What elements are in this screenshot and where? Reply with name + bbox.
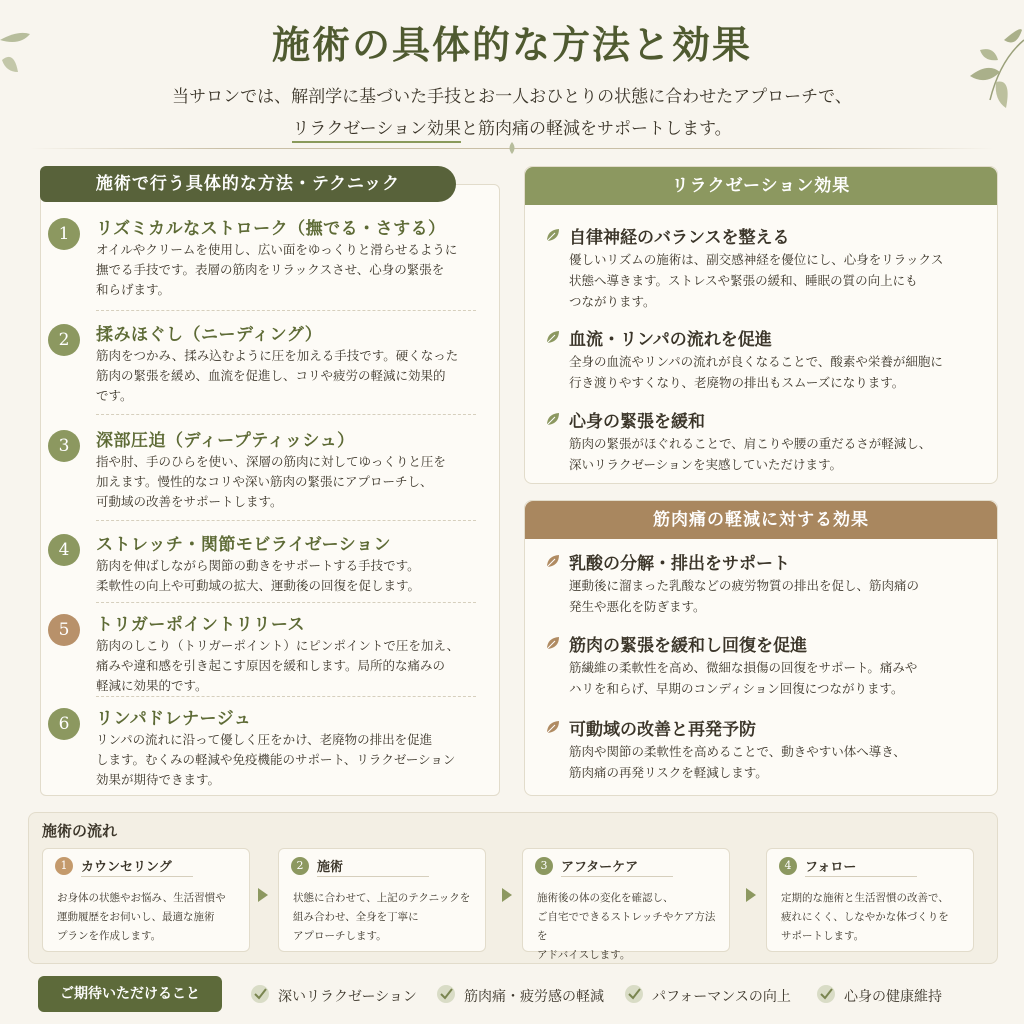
intro-highlight: リラクゼーション効果 [292,119,461,143]
technique-number: 4 [48,534,80,566]
flow-step-title: フォロー [805,860,857,875]
flow-step-title: カウンセリング [81,860,172,875]
technique-desc: 筋肉のしこり（トリガーポイント）にピンポイントで圧を加え、 痛みや違和感を引き起こす原因を緩和します。局所的な痛みの 軽減に効果的です。 [96,638,460,693]
muscle-pain-title: 筋肉の緊張を緩和し回復を促進 [569,636,807,656]
leaf-icon [545,411,561,427]
technique-title: 揉みほぐし（ニーディング） [96,325,323,345]
leaf-icon [545,227,561,243]
expected-label: ご期待いただけること [38,976,222,1012]
leaf-icon [545,329,561,345]
technique-desc: 筋肉を伸ばしながら関節の動きをサポートする手技です。 柔軟性の向上や可動域の拡大、運動後の回復を促します。 [96,558,421,593]
expected-item-label: 深いリラクゼーション [278,989,417,1005]
flow-title: 施術の流れ [42,822,118,840]
relaxation-title: 心身の緊張を緩和 [569,412,705,432]
flow-step-number: 4 [779,857,797,875]
technique-desc: 指や肘、手のひらを使い、深層の筋肉に対してゆっくりと圧を 加えます。慢性的なコリや深い筋肉の緊張にアプローチし、 可動域の改善をサポートします。 [96,454,446,509]
arrow-right-icon [746,888,756,902]
flow-step [42,848,250,952]
technique-desc: リンパの流れに沿って優しく圧をかけ、老廃物の排出を促進 します。むくみの軽減や免疫機能のサポート、リラクゼーション 効果が期待できます。 [96,732,456,787]
flow-step-desc: お身体の状態やお悩み、生活習慣や 運動履歴をお伺いし、最適な施術 プランを作成します。 [57,892,226,942]
expected-item-label: パフォーマンスの向上 [652,989,791,1005]
technique-separator [96,310,476,311]
relaxation-title: 自律神経のバランスを整える [569,228,790,248]
technique-title: リンパドレナージュ [96,709,252,729]
technique-title: 深部圧迫（ディープティッシュ） [96,431,355,451]
muscle-pain-title: 乳酸の分解・排出をサポート [569,554,790,574]
expected-item-label: 心身の健康維持 [844,989,942,1005]
flow-step-title: アフターケア [561,860,639,875]
technique-separator [96,414,476,415]
check-icon [816,984,836,1004]
technique-number: 6 [48,708,80,740]
technique-number: 3 [48,430,80,462]
technique-separator [96,602,476,603]
technique-title: リズミカルなストローク（撫でる・さする） [96,219,446,239]
flow-step-desc: 状態に合わせて、上記のテクニックを 組み合わせ、全身を丁寧に アプローチします。 [293,892,471,942]
check-icon [436,984,456,1004]
relaxation-title: 血流・リンパの流れを促進 [569,330,772,350]
intro-line-2-rest: と筋肉痛の軽減をサポートします。 [461,119,732,139]
relaxation-header: リラクゼーション効果 [525,167,997,205]
muscle-pain-desc: 筋繊維の柔軟性を高め、微細な損傷の回復をサポート。痛みや ハリを和らげ、早期のコンディション回復につながります。 [569,660,918,696]
expected-item-label: 筋肉痛・疲労感の軽減 [464,989,604,1005]
leaf-icon [545,635,561,651]
flow-step-underline [561,876,673,877]
flow-step-desc: 定期的な施術と生活習慣の改善で、 疲れにくく、しなやかな体づくりを サポートします。 [781,892,949,942]
flow-step [766,848,974,952]
technique-title: ストレッチ・関節モビライゼーション [96,535,391,555]
intro-line-1: 当サロンでは、解剖学に基づいた手技とお一人おひとりの状態に合わせたアプローチで、 [172,87,852,107]
intro-line-2 [0,114,1024,139]
check-icon [624,984,644,1004]
flow-step-number: 3 [535,857,553,875]
relaxation-desc: 全身の血流やリンパの流れが良くなることで、酸素や栄養が細胞に 行き渡りやすくなり、老廃物の排出もスムーズになります。 [569,354,943,390]
flow-step-desc: 施術後の体の変化を確認し、 ご自宅でできるストレッチやケア方法を アドバイスします。 [537,892,716,961]
technique-number: 2 [48,324,80,356]
leaf-icon [545,553,561,569]
technique-number: 5 [48,614,80,646]
arrow-right-icon [502,888,512,902]
relaxation-panel [524,166,998,484]
muscle-pain-desc: 運動後に溜まった乳酸などの疲労物質の排出を促し、筋肉痛の 発生や悪化を防ぎます。 [569,578,920,614]
muscle-pain-header: 筋肉痛の軽減に対する効果 [525,501,997,539]
relaxation-desc: 筋肉の緊張がほぐれることで、肩こりや腰の重だるさが軽減し、 深いリラクゼーションを実感していただけます。 [569,436,932,472]
page-title: 施術の具体的な方法と効果 [271,22,752,67]
technique-title: トリガーポイントリリース [96,615,305,635]
technique-separator [96,696,476,697]
muscle-pain-panel [524,500,998,796]
flow-step-title: 施術 [317,860,344,875]
techniques-header: 施術で行う具体的な方法・テクニック [40,166,456,202]
arrow-right-icon [258,888,268,902]
flow-step-underline [317,876,429,877]
flow-step [522,848,730,961]
flow-step-underline [81,876,193,877]
leaf-icon [545,719,561,735]
flow-step-number: 1 [55,857,73,875]
relaxation-desc: 優しいリズムの施術は、副交感神経を優位にし、心身をリラックス 状態へ導きます。ストレスや緊張の緩和、睡眠の質の向上にも つながります。 [569,252,944,309]
technique-separator [96,520,476,521]
technique-desc: オイルやクリームを使用し、広い面をゆっくりと滑らせるように 撫でる手技です。表層の筋肉をリラックスさせ、心身の緊張を 和らげます。 [96,242,458,297]
flow-step-underline [805,876,917,877]
technique-desc: 筋肉をつかみ、揉み込むように圧を加える手技です。硬くなった 筋肉の緊張を緩め、血流を促進し、コリや疲労の軽減に効果的 です。 [96,348,459,403]
technique-number: 1 [48,218,80,250]
leaf-icon [506,142,518,154]
muscle-pain-desc: 筋肉や関節の柔軟性を高めることで、動きやすい体へ導き、 筋肉痛の再発リスクを軽減します。 [569,744,906,780]
flow-step-number: 2 [291,857,309,875]
muscle-pain-title: 可動域の改善と再発予防 [569,720,756,740]
flow-step [278,848,486,952]
check-icon [250,984,270,1004]
